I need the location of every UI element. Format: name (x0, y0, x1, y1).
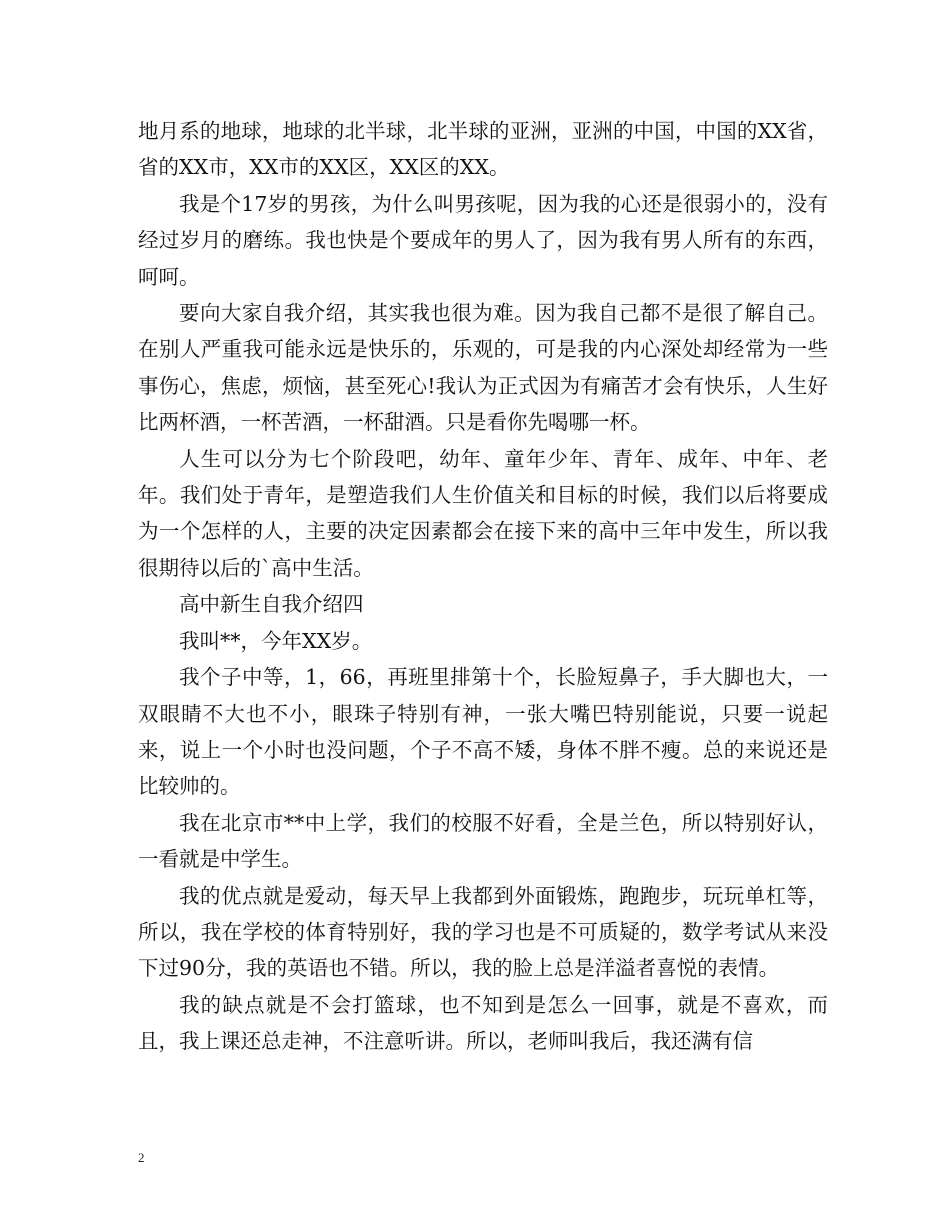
paragraph-1: 地月系的地球，地球的北半球，北半球的亚洲，亚洲的中国，中国的XX省，省的XX市，XX市的XX区，XX区的XX。 (138, 119, 828, 180)
paragraph-4: 人生可以分为七个阶段吧，幼年、童年少年、青年、成年、中年、老年。我们处于青年，是塑造我们人生价值关和目标的时候，我们以后将要成为一个怎样的人，主要的决定因素都会在接下来的高中三年中发生，所以我很期待以后的`高中生活。 (138, 446, 828, 580)
document-body (138, 113, 828, 1060)
paragraph-2: 我是个17岁的男孩，为什么叫男孩呢，因为我的心还是很弱小的，没有经过岁月的磨练。我也快是个要成年的男人了，因为我有男人所有的东西，呵呵。 (138, 191, 828, 289)
paragraph-10: 我的缺点就是不会打篮球，也不知到是怎么一回事，就是不喜欢，而且，我上课还总走神，不注意听讲。所以，老师叫我后，我还满有信 (138, 992, 828, 1054)
section-heading: 高中新生自我介绍四 (179, 592, 364, 617)
page-number: 2 (138, 1150, 145, 1165)
paragraph-9: 我的优点就是爱动，每天早上我都到外面锻炼，跑跑步，玩玩单杠等，所以，我在学校的体育特别好，我的学习也是不可质疑的，数学考试从来没下过90分，我的英语也不错。所以，我的脸上总是洋溢者喜悦的表情。 (138, 883, 828, 981)
paragraph-6: 我叫**，今年XX岁。 (179, 628, 373, 653)
paragraph-7: 我个子中等，1，66，再班里排第十个，长脸短鼻子，手大脚也大，一双眼睛不大也不小，眼珠子特别有神，一张大嘴巴特别能说，只要一说起来，说上一个小时也没问题，个子不高不矮，身体不胖不瘦。总的来说还是比较帅的。 (138, 665, 828, 799)
paragraph-8: 我在北京市**中上学，我们的校服不好看，全是兰色，所以特别好认，一看就是中学生。 (138, 810, 828, 872)
paragraph-3: 要向大家自我介绍，其实我也很为难。因为我自己都不是很了解自己。在别人严重我可能永远是快乐的，乐观的，可是我的内心深处却经常为一些事伤心，焦虑，烦恼，甚至死心!我认为正式因为有痛苦才会有快乐，人生好比两杯酒，一杯苦酒，一杯甜酒。只是看你先喝哪一杯。 (138, 301, 828, 435)
